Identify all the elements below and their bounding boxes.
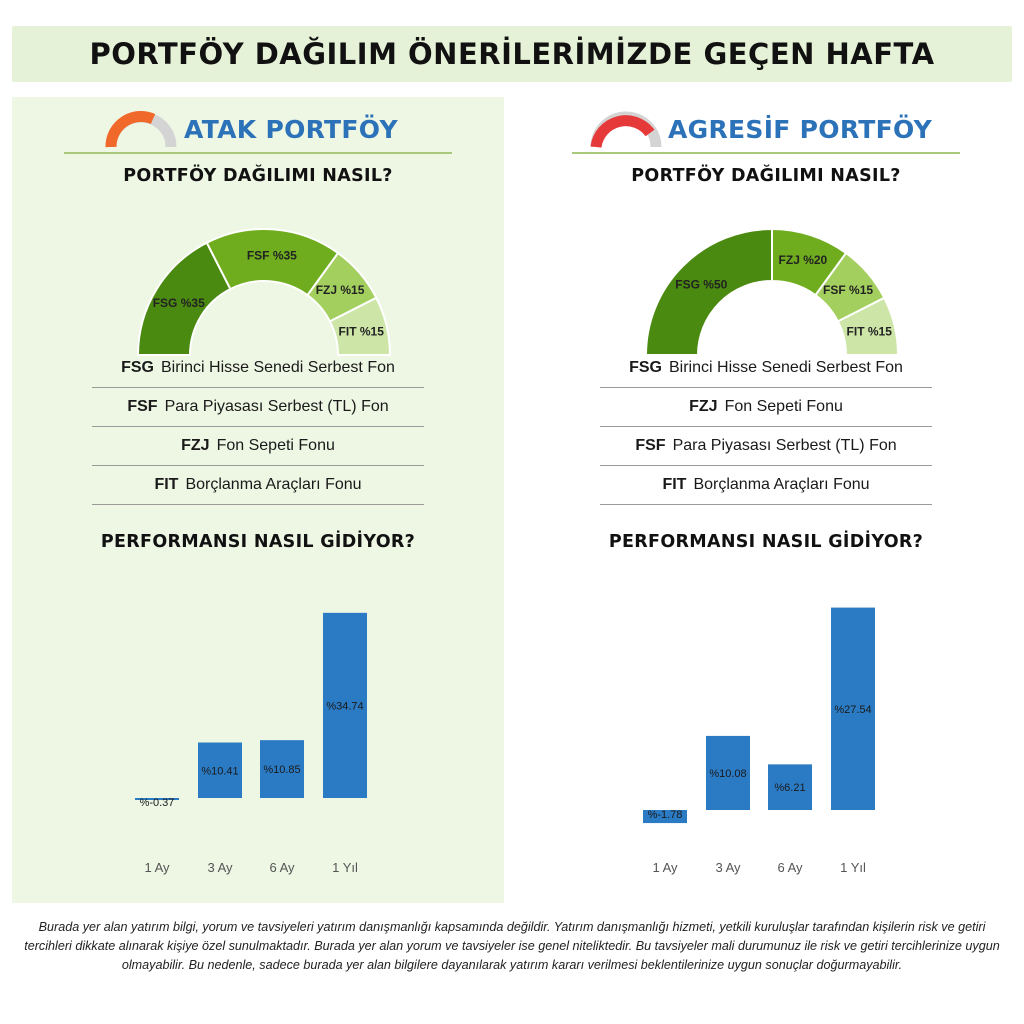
fund-name: Borçlanma Araçları Fonu bbox=[693, 476, 870, 493]
category-label: 1 Ay bbox=[652, 860, 678, 875]
slice-label: FIT %15 bbox=[338, 324, 384, 339]
bar-value-label: %34.74 bbox=[326, 700, 364, 713]
fund-code: FSF bbox=[127, 398, 158, 415]
category-label: 1 Yıl bbox=[840, 860, 866, 875]
atak-title: ATAK PORTFÖY bbox=[184, 115, 398, 144]
atak-distribution-title: PORTFÖY DAĞILIMI NASIL? bbox=[123, 166, 393, 186]
legend-row bbox=[600, 349, 932, 388]
agresif-performance-chart bbox=[520, 567, 1012, 897]
category-label: 3 Ay bbox=[207, 860, 233, 875]
slice-label: FIT %15 bbox=[846, 324, 892, 339]
fund-code: FIT bbox=[662, 476, 687, 493]
atak-legend bbox=[92, 349, 424, 505]
legend-row bbox=[600, 466, 932, 505]
agresif-title: AGRESİF PORTFÖY bbox=[668, 115, 933, 144]
fund-name: Birinci Hisse Senedi Serbest Fon bbox=[669, 359, 903, 376]
bar-value-label: %-1.78 bbox=[647, 809, 683, 821]
slice-label: FZJ %15 bbox=[315, 283, 365, 298]
bar-value-label: %-0.37 bbox=[139, 797, 175, 809]
legend-row bbox=[600, 427, 932, 466]
orange-gauge-icon bbox=[103, 111, 179, 151]
fund-code: FSG bbox=[629, 359, 662, 376]
fund-name: Fon Sepeti Fonu bbox=[724, 398, 843, 415]
fund-code: FZJ bbox=[689, 398, 718, 415]
bar-value-label: %6.21 bbox=[774, 782, 806, 795]
legend-row bbox=[92, 427, 424, 466]
fund-name: Para Piyasası Serbest (TL) Fon bbox=[672, 437, 897, 454]
legend-row bbox=[92, 349, 424, 388]
category-label: 6 Ay bbox=[269, 860, 295, 875]
slice-label: FSG %50 bbox=[675, 277, 728, 292]
agresif-legend bbox=[600, 349, 932, 505]
fund-name: Para Piyasası Serbest (TL) Fon bbox=[164, 398, 389, 415]
atak-performance-chart bbox=[12, 567, 504, 897]
fund-code: FSG bbox=[121, 359, 154, 376]
fund-code: FZJ bbox=[181, 437, 210, 454]
fund-code: FSF bbox=[635, 437, 666, 454]
category-label: 1 Yıl bbox=[332, 860, 358, 875]
header-banner bbox=[12, 26, 1012, 82]
slice-label: FSG %35 bbox=[152, 295, 205, 310]
agresif-performance-title: PERFORMANSI NASIL GİDİYOR? bbox=[608, 532, 924, 552]
legend-row bbox=[92, 388, 424, 427]
divider bbox=[572, 152, 960, 154]
bar-value-label: %10.85 bbox=[263, 764, 301, 777]
slice-label: FSF %35 bbox=[246, 248, 297, 263]
category-label: 6 Ay bbox=[777, 860, 803, 875]
divider bbox=[64, 152, 452, 154]
category-label: 3 Ay bbox=[715, 860, 741, 875]
bar-value-label: %10.08 bbox=[709, 767, 747, 780]
red-gauge-icon bbox=[588, 111, 664, 151]
category-label: 1 Ay bbox=[144, 860, 170, 875]
page-title: PORTFÖY DAĞILIM ÖNERİLERİMİZDE GEÇEN HAFTA bbox=[89, 37, 935, 71]
legend-row bbox=[600, 388, 932, 427]
atak-performance-title: PERFORMANSI NASIL GİDİYOR? bbox=[100, 532, 416, 552]
legend-row bbox=[92, 466, 424, 505]
agresif-logo bbox=[520, 111, 1012, 153]
fund-name: Fon Sepeti Fonu bbox=[216, 437, 335, 454]
disclaimer: Burada yer alan yatırım bilgi, yorum ve tavsiyeleri yatırım danışmanlığı kapsamında değildir. Yatırım danışmanlığı hizmeti, yetkili kuruluşlar tarafından kişilerin risk ve getiri tercihleri dikkate alınarak kişiye özel sunulmaktadır. Burada yer alan yorum ve tavsiyeler ise genel niteliktedir. Bu tavsiyeler mali durumunuz ile risk ve getiri tercihlerinize uygun olmayabilir. Bu nedenle, sadece burada yer alan bilgilere dayanılarak yatırım kararı verilmesi beklentilerinize uygun sonuçlar doğurmayabilir. bbox=[24, 920, 1000, 972]
gauge-slice bbox=[646, 229, 772, 355]
atak-portfolio-panel bbox=[12, 97, 504, 903]
fund-name: Birinci Hisse Senedi Serbest Fon bbox=[161, 359, 395, 376]
bar-value-label: %27.54 bbox=[834, 703, 872, 716]
agresif-allocation-chart bbox=[622, 205, 922, 365]
atak-logo bbox=[12, 111, 504, 153]
atak-allocation-chart bbox=[114, 205, 414, 365]
fund-code: FIT bbox=[154, 476, 179, 493]
bar-value-label: %10.41 bbox=[201, 765, 239, 778]
agresif-portfolio-panel bbox=[520, 97, 1012, 903]
fund-name: Borçlanma Araçları Fonu bbox=[185, 476, 362, 493]
agresif-distribution-title: PORTFÖY DAĞILIMI NASIL? bbox=[631, 166, 901, 186]
slice-label: FSF %15 bbox=[823, 283, 874, 298]
slice-label: FZJ %20 bbox=[778, 252, 828, 267]
